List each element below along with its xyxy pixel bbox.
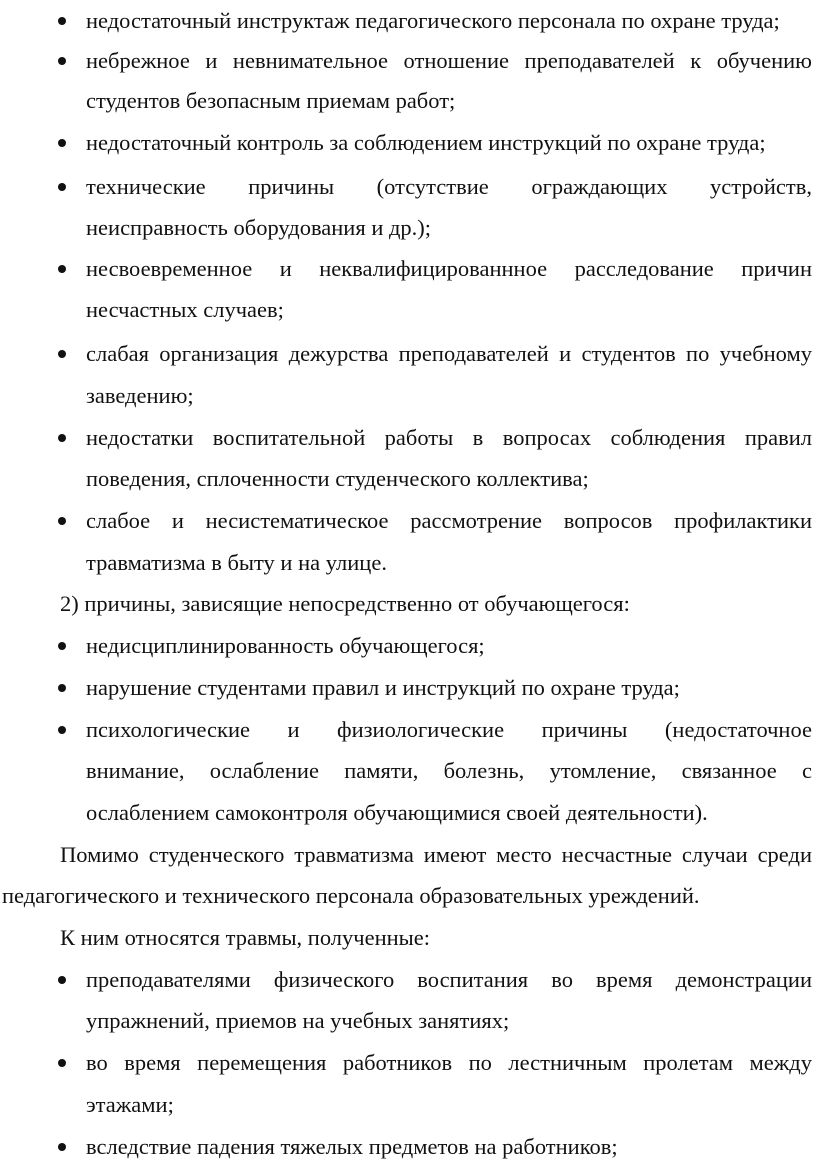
list-item-text: несчастных случаев;: [86, 297, 284, 322]
bullet-icon: [56, 254, 68, 284]
list-item-text: студентов безопасным приемам работ;: [86, 88, 456, 113]
list-item-text: небрежное и невнимательное отношение преподавателей к обучению: [86, 48, 812, 73]
bullet-icon: [56, 339, 68, 369]
list-item-text: во время перемещения работников по лестничным пролетам между: [86, 1050, 812, 1075]
list-item-text: недисциплинированность обучающегося;: [86, 633, 485, 658]
list-item-text: технические причины (отсутствие ограждающих устройств,: [86, 174, 812, 199]
list-item-text: внимание, ослабление памяти, болезнь, утомление, связанное с: [86, 758, 812, 783]
bullet-icon: [56, 965, 68, 995]
list-item-text: неисправность оборудования и др.);: [86, 215, 432, 240]
bullet-icon: [56, 46, 68, 76]
bullet-icon: [56, 506, 68, 536]
list-item-text: недостатки воспитательной работы в вопросах соблюдения правил: [86, 425, 812, 450]
bullet-icon: [56, 128, 68, 158]
list-item-text: упражнений, приемов на учебных занятиях;: [86, 1008, 510, 1033]
list-item-text: недостаточный инструктаж педагогического персонала по охране труда;: [86, 8, 780, 33]
bullet-icon: [56, 715, 68, 745]
bullet-icon: [56, 6, 68, 36]
list-item-text: несвоевременное и неквалифицированнное расследование причин: [86, 256, 812, 281]
bullet-icon: [56, 172, 68, 202]
list-item-text: травматизма в быту и на улице.: [86, 550, 387, 575]
list-item-text: психологические и физиологические причины (недостаточное: [86, 717, 812, 742]
paragraph-line: Помимо студенческого травматизма имеют место несчастные случаи среди: [60, 842, 812, 867]
list-item-text: заведению;: [86, 383, 194, 408]
list-item-text: нарушение студентами правил и инструкций по охране труда;: [86, 675, 680, 700]
list-item-text: слабая организация дежурства преподавателей и студентов по учебному: [86, 341, 812, 366]
subheading: 2) причины, зависящие непосредственно от обучающегося:: [60, 591, 630, 616]
bullet-icon: [56, 673, 68, 703]
list-item-text: этажами;: [86, 1092, 174, 1117]
bullet-icon: [56, 1132, 68, 1162]
list-item-text: слабое и несистематическое рассмотрение вопросов профилактики: [86, 508, 812, 533]
list-item-text: преподавателями физического воспитания во время демонстрации: [86, 967, 812, 992]
intro-text: К ним относятся травмы, полученные:: [60, 925, 431, 950]
bullet-icon: [56, 631, 68, 661]
bullet-icon: [56, 1048, 68, 1078]
paragraph-line: педагогического и технического персонала образовательных уреждений.: [2, 883, 700, 908]
list-item-text: поведения, сплоченности студенческого коллектива;: [86, 466, 589, 491]
list-item-text: вследствие падения тяжелых предметов на работников;: [86, 1134, 618, 1159]
list-item-text: недостаточный контроль за соблюдением инструкций по охране труда;: [86, 130, 766, 155]
list-item-text: ослаблением самоконтроля обучающимися своей деятельности).: [86, 800, 708, 825]
bullet-icon: [56, 423, 68, 453]
